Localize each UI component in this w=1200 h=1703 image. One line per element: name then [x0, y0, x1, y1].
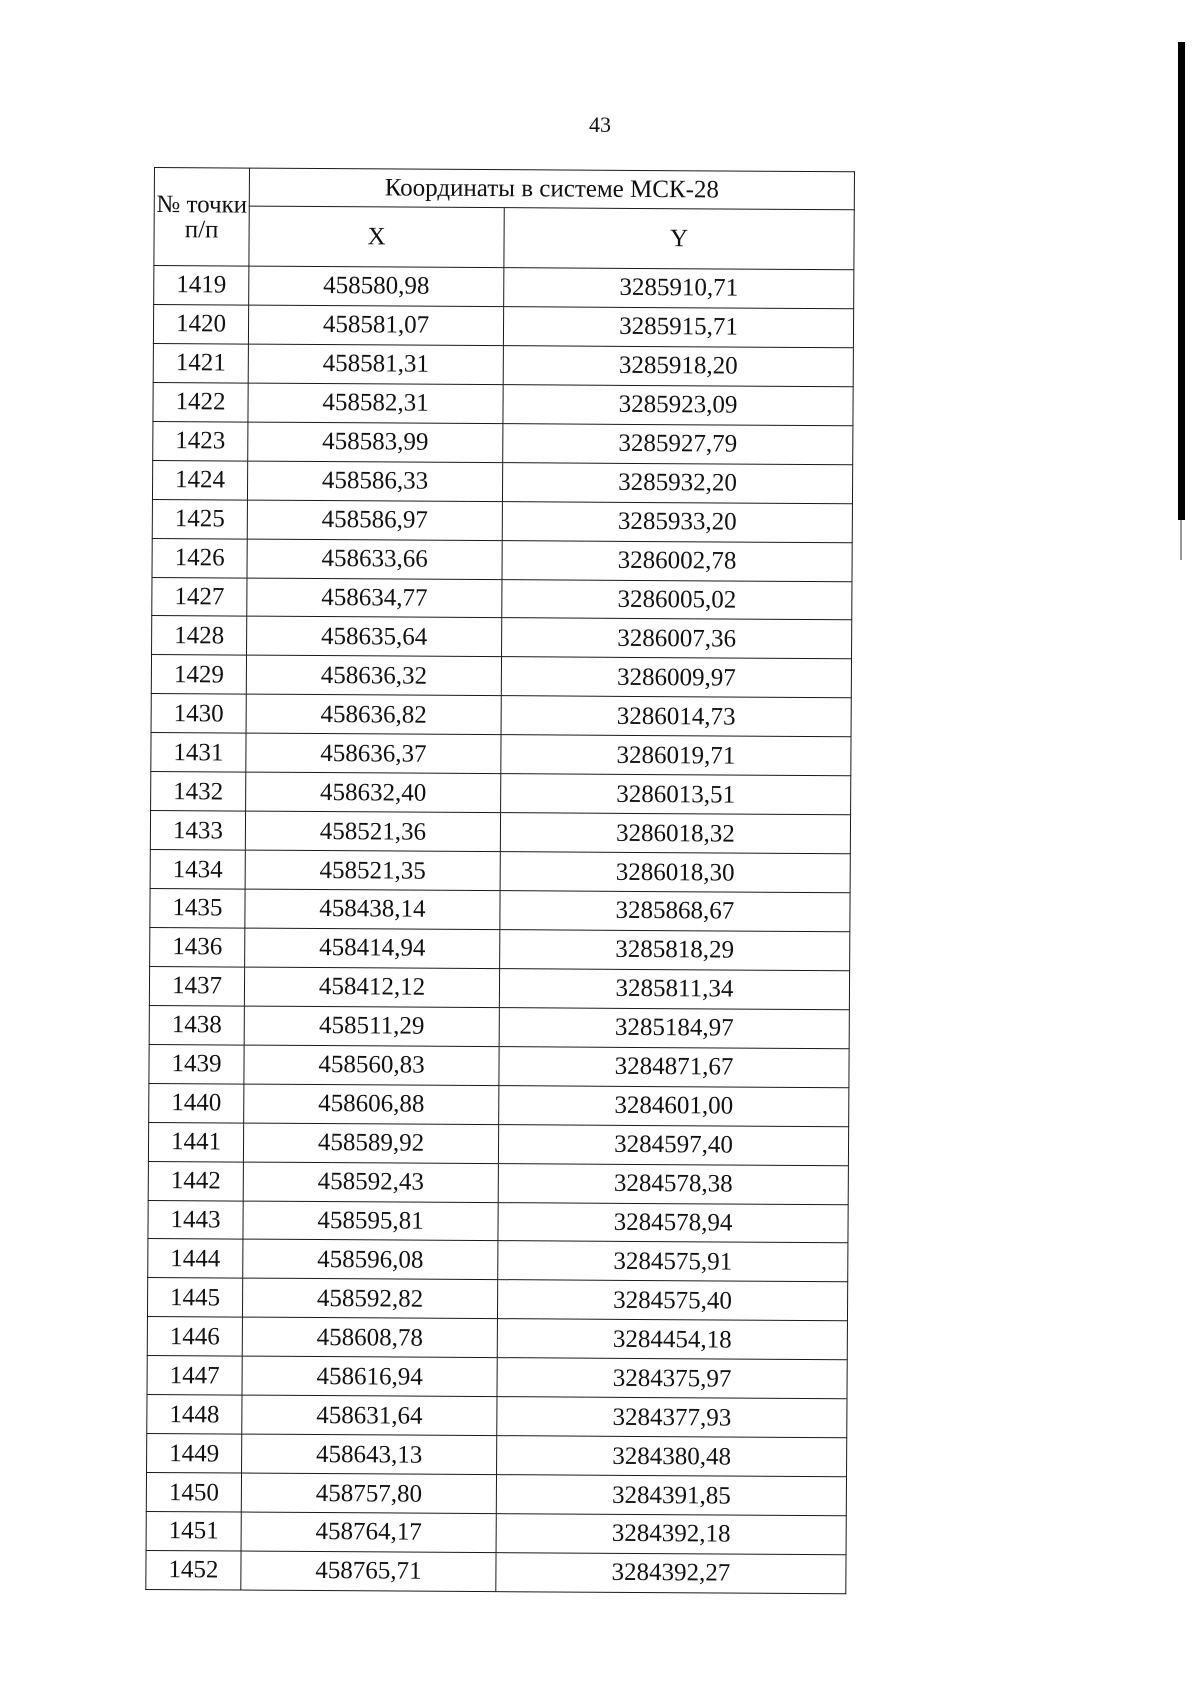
x-coordinate-cell: 458633,66 — [247, 539, 502, 579]
point-number-cell: 1434 — [150, 850, 245, 890]
y-coordinate-cell: 3286019,71 — [501, 735, 851, 776]
table-row — [151, 772, 851, 815]
point-number-cell: 1424 — [152, 460, 247, 500]
y-coordinate-cell: 3285910,71 — [504, 268, 854, 309]
point-number-cell: 1438 — [149, 1005, 244, 1045]
table-row — [148, 1200, 848, 1243]
x-column-header: X — [249, 206, 504, 268]
x-coordinate-cell: 458560,83 — [244, 1045, 499, 1085]
point-number-cell: 1431 — [151, 733, 246, 773]
x-coordinate-cell: 458580,98 — [249, 266, 504, 306]
point-number-cell: 1440 — [149, 1083, 244, 1123]
point-number-header: № точки п/п — [154, 168, 250, 267]
table-row — [147, 1317, 847, 1360]
point-number-cell: 1420 — [153, 304, 248, 344]
table-row — [149, 1044, 849, 1087]
x-coordinate-cell: 458586,33 — [247, 461, 502, 501]
y-coordinate-cell: 3284391,85 — [496, 1475, 846, 1516]
x-coordinate-cell: 458765,71 — [241, 1551, 496, 1591]
y-coordinate-cell: 3286007,36 — [502, 618, 852, 659]
y-coordinate-cell: 3284375,97 — [497, 1358, 847, 1399]
table-row — [151, 655, 851, 698]
coordinate-system-header: Координаты в системе МСК-28 — [249, 168, 854, 210]
table-row — [151, 733, 851, 776]
table-row — [147, 1395, 847, 1438]
table-row — [148, 1161, 848, 1204]
point-number-cell: 1445 — [147, 1278, 242, 1318]
y-coordinate-cell: 3284575,40 — [497, 1280, 847, 1321]
y-coordinate-cell: 3286018,32 — [500, 813, 850, 854]
x-coordinate-cell: 458581,31 — [248, 344, 503, 384]
x-coordinate-cell: 458589,92 — [243, 1123, 498, 1163]
y-coordinate-cell: 3285932,20 — [502, 462, 852, 503]
x-coordinate-cell: 458412,12 — [244, 967, 499, 1007]
point-number-cell: 1452 — [146, 1550, 241, 1590]
y-coordinate-cell: 3284578,38 — [498, 1163, 848, 1204]
table-row — [149, 966, 849, 1009]
table-row — [152, 538, 852, 581]
table-body — [146, 266, 854, 1594]
x-coordinate-cell: 458636,82 — [246, 694, 501, 734]
point-number-cell: 1442 — [148, 1161, 243, 1201]
x-coordinate-cell: 458616,94 — [242, 1356, 497, 1396]
table-header — [154, 168, 855, 270]
x-coordinate-cell: 458631,64 — [242, 1395, 497, 1435]
point-number-cell: 1448 — [147, 1395, 242, 1435]
table-row — [152, 577, 852, 620]
x-coordinate-cell: 458634,77 — [247, 578, 502, 618]
table-row — [147, 1356, 847, 1399]
y-coordinate-cell: 3285868,67 — [500, 891, 850, 932]
point-number-cell: 1436 — [150, 927, 245, 967]
table-row — [146, 1473, 846, 1516]
table-row — [147, 1278, 847, 1321]
point-number-cell: 1447 — [147, 1356, 242, 1396]
point-number-cell: 1435 — [150, 888, 245, 928]
y-coordinate-cell: 3285923,09 — [503, 384, 853, 425]
table-row — [154, 266, 854, 309]
x-coordinate-cell: 458632,40 — [246, 772, 501, 812]
y-coordinate-cell: 3284578,94 — [498, 1202, 848, 1243]
table-row — [146, 1550, 846, 1593]
point-number-cell: 1437 — [149, 966, 244, 1006]
table-row — [152, 460, 852, 503]
y-coordinate-cell: 3285811,34 — [499, 969, 849, 1010]
table-row — [150, 888, 850, 931]
table-row — [152, 499, 852, 542]
x-coordinate-cell: 458592,82 — [242, 1278, 497, 1318]
x-coordinate-cell: 458606,88 — [244, 1084, 499, 1124]
point-number-cell: 1427 — [152, 577, 247, 617]
table-row — [148, 1239, 848, 1282]
x-coordinate-cell: 458586,97 — [247, 500, 502, 540]
y-coordinate-cell: 3286002,78 — [502, 540, 852, 581]
x-coordinate-cell: 458595,81 — [243, 1201, 498, 1241]
point-number-cell: 1419 — [154, 266, 249, 306]
table-row — [150, 811, 850, 854]
y-coordinate-cell: 3285184,97 — [499, 1007, 849, 1048]
point-number-cell: 1443 — [148, 1200, 243, 1240]
x-coordinate-cell: 458438,14 — [245, 889, 500, 929]
x-coordinate-cell: 458596,08 — [243, 1240, 498, 1280]
x-coordinate-cell: 458583,99 — [248, 422, 503, 462]
y-coordinate-cell: 3285818,29 — [500, 930, 850, 971]
point-number-cell: 1432 — [151, 772, 246, 812]
table-row — [149, 1005, 849, 1048]
y-coordinate-cell: 3286014,73 — [501, 696, 851, 737]
y-coordinate-cell: 3284871,67 — [499, 1046, 849, 1087]
y-coordinate-cell: 3286009,97 — [501, 657, 851, 698]
table-row — [153, 304, 853, 347]
y-coordinate-cell: 3284575,91 — [498, 1241, 848, 1282]
point-number-cell: 1439 — [149, 1044, 244, 1084]
table-row — [152, 616, 852, 659]
table-row — [151, 694, 851, 737]
y-coordinate-cell: 3285918,20 — [503, 346, 853, 387]
point-number-cell: 1429 — [151, 655, 246, 695]
table-row — [153, 382, 853, 425]
point-number-cell: 1430 — [151, 694, 246, 734]
point-number-cell: 1446 — [147, 1317, 242, 1357]
table-row — [150, 850, 850, 893]
y-coordinate-cell: 3285927,79 — [503, 423, 853, 464]
point-number-cell: 1433 — [150, 811, 245, 851]
y-coordinate-cell: 3284377,93 — [497, 1397, 847, 1438]
x-coordinate-cell: 458592,43 — [243, 1162, 498, 1202]
point-number-cell: 1451 — [146, 1511, 241, 1551]
point-number-cell: 1428 — [152, 616, 247, 656]
y-coordinate-cell: 3285933,20 — [502, 501, 852, 542]
point-number-cell: 1426 — [152, 538, 247, 578]
table-row — [149, 1083, 849, 1126]
point-number-cell: 1441 — [148, 1122, 243, 1162]
point-number-cell: 1422 — [153, 382, 248, 422]
y-coordinate-cell: 3286013,51 — [501, 774, 851, 815]
y-coordinate-cell: 3284601,00 — [499, 1085, 849, 1126]
page-number: 43 — [589, 112, 611, 137]
x-coordinate-cell: 458608,78 — [242, 1317, 497, 1357]
y-coordinate-cell: 3285915,71 — [503, 307, 853, 348]
x-coordinate-cell: 458635,64 — [247, 617, 502, 657]
point-number-cell: 1425 — [152, 499, 247, 539]
y-coordinate-cell: 3284380,48 — [497, 1436, 847, 1477]
x-coordinate-cell: 458643,13 — [242, 1434, 497, 1474]
y-coordinate-cell: 3284454,18 — [497, 1319, 847, 1360]
y-coordinate-cell: 3284392,18 — [496, 1514, 846, 1555]
x-coordinate-cell: 458582,31 — [248, 383, 503, 423]
x-coordinate-cell: 458764,17 — [241, 1512, 496, 1552]
x-coordinate-cell: 458636,37 — [246, 733, 501, 773]
table-row — [147, 1434, 847, 1477]
y-coordinate-cell: 3286018,30 — [500, 852, 850, 893]
y-coordinate-cell: 3284597,40 — [498, 1124, 848, 1165]
y-column-header: Y — [504, 208, 854, 270]
scan-edge-mark — [1180, 520, 1182, 560]
x-coordinate-cell: 458521,35 — [245, 850, 500, 890]
x-coordinate-cell: 458581,07 — [248, 305, 503, 345]
table-row — [153, 421, 853, 464]
y-coordinate-cell: 3286005,02 — [502, 579, 852, 620]
y-coordinate-cell: 3284392,27 — [496, 1553, 846, 1594]
point-number-cell: 1444 — [148, 1239, 243, 1279]
x-coordinate-cell: 458757,80 — [241, 1473, 496, 1513]
table-row — [148, 1122, 848, 1165]
point-number-cell: 1421 — [153, 343, 248, 383]
x-coordinate-cell: 458636,32 — [246, 655, 501, 695]
coordinates-table — [145, 167, 855, 1594]
x-coordinate-cell: 458521,36 — [245, 811, 500, 851]
x-coordinate-cell: 458414,94 — [245, 928, 500, 968]
table-row — [150, 927, 850, 970]
point-number-cell: 1449 — [147, 1434, 242, 1474]
table-row — [146, 1511, 846, 1554]
point-number-cell: 1450 — [146, 1473, 241, 1513]
table-row — [153, 343, 853, 386]
x-coordinate-cell: 458511,29 — [244, 1006, 499, 1046]
point-number-cell: 1423 — [153, 421, 248, 461]
